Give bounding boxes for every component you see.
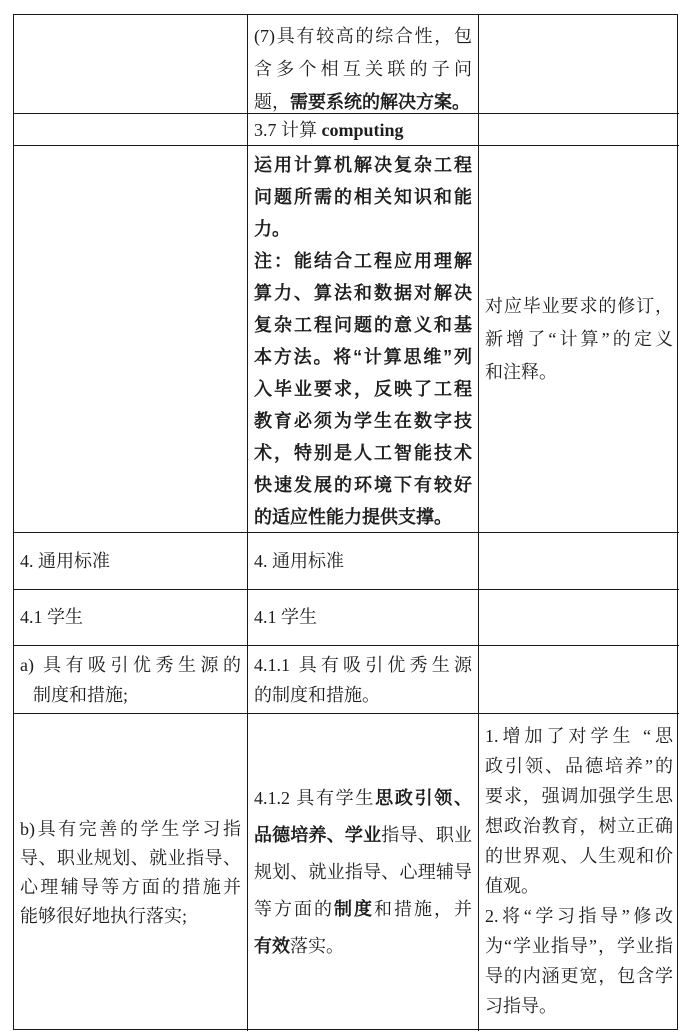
text-line [20, 902, 241, 931]
text-line [254, 405, 472, 437]
table-cell-old [14, 714, 248, 1031]
table-cell-old [14, 533, 248, 590]
text-line [20, 545, 241, 578]
text-run: 能够很好地执行落实; [20, 905, 188, 926]
text-line [254, 891, 472, 928]
table-cell-note [479, 646, 679, 714]
text-run: 入毕业要求，反映了工程 [254, 379, 472, 399]
text-run: b)具有完善的学生学习指 [20, 818, 241, 839]
text-line [20, 873, 241, 902]
text-line [254, 817, 472, 854]
text-run: 制度和措施; [33, 684, 129, 705]
text-run: 注：能结合工程应用理解 [254, 251, 472, 271]
table-cell-note [479, 114, 679, 146]
text-run: a) 具有吸引优秀生源的 [20, 654, 241, 675]
text-line [254, 437, 472, 469]
text-line [254, 469, 472, 501]
table-cell-old [14, 590, 248, 646]
text-line [485, 721, 673, 751]
table-cell-new [248, 646, 479, 714]
text-line [254, 545, 472, 578]
text-run: 和注释。 [485, 361, 557, 382]
text-line [254, 680, 472, 710]
text-run: 导的内涵更宽，包含学 [485, 966, 673, 986]
table-cell-new [248, 533, 479, 590]
text-line [20, 815, 241, 844]
text-line [485, 751, 673, 781]
text-run: 问题所需的相关知识和能 [254, 187, 472, 207]
text-line [254, 86, 472, 114]
text-run: 题， [254, 92, 290, 112]
text-run: 2.将“学习指导”修改 [485, 906, 673, 926]
text-run: 想政治教育，树立正确 [485, 816, 673, 836]
text-run: 教育必须为学生在数字技 [254, 411, 472, 431]
table-cell-note [479, 533, 679, 590]
text-line [20, 844, 241, 873]
text-run: 习指导。 [485, 996, 557, 1016]
text-line [20, 680, 241, 710]
text-run: 需要系统的解决方案。 [290, 92, 470, 112]
table-cell-old [14, 646, 248, 714]
text-run: 4.1 学生 [254, 607, 317, 627]
text-line [254, 650, 472, 680]
text-run: 4.1 学生 [20, 607, 83, 627]
table-cell-note [479, 590, 679, 646]
text-run: 导、职业规划、就业指导、 [20, 847, 241, 868]
text-line [485, 841, 673, 871]
text-line [254, 501, 472, 533]
text-run: computing [321, 120, 404, 140]
table-cell-new [248, 146, 479, 533]
text-run: 制度 [334, 899, 374, 919]
text-line [254, 245, 472, 277]
text-run: 的制度和措施。 [254, 684, 380, 705]
text-line [254, 277, 472, 309]
table-cell-new [248, 15, 479, 114]
text-line [254, 780, 472, 817]
text-line [485, 781, 673, 811]
text-line [254, 213, 472, 245]
text-line [254, 928, 472, 965]
text-line [485, 931, 673, 961]
text-run: 的世界观、人生观和价 [485, 846, 673, 866]
text-run: 快速发展的环境下有较好 [254, 475, 472, 495]
comparison-table [13, 14, 678, 1030]
text-line [485, 356, 673, 389]
text-run: 算力、算法和数据对解决 [254, 283, 472, 303]
text-run: 值观。 [485, 876, 539, 896]
table-cell-note [479, 146, 679, 533]
text-line [485, 991, 673, 1021]
text-run: 和措施，并 [374, 899, 472, 919]
text-run: (7)具有较高的综合性，包 [254, 26, 472, 46]
text-run: 术，特别是人工智能技术 [254, 443, 472, 463]
text-run: 规划、就业指导、心理辅导 [254, 862, 472, 882]
text-run: 本方法。将“计算思维”列 [254, 347, 472, 367]
text-run: 含多个相互关联的子问 [254, 59, 472, 79]
text-line [485, 290, 673, 323]
text-run: 指导、职业 [381, 825, 472, 845]
text-run: 的适应性能力提供支撑。 [254, 507, 452, 527]
text-line [485, 961, 673, 991]
text-line [254, 149, 472, 181]
text-run: 落实。 [290, 936, 344, 956]
text-line [485, 811, 673, 841]
text-line [254, 601, 472, 634]
text-line [254, 20, 472, 53]
text-line [254, 53, 472, 86]
table-cell-new [248, 114, 479, 146]
text-run: 4.1.1 具有吸引优秀生源 [254, 654, 472, 675]
table-cell-new [248, 714, 479, 1031]
text-run: 3.7 计算 [254, 120, 322, 140]
text-run: 对应毕业要求的修订， [485, 295, 673, 316]
table-cell-old [14, 15, 248, 114]
text-line [254, 309, 472, 341]
text-run: 要求，强调加强学生思 [485, 786, 673, 806]
text-line [485, 323, 673, 356]
text-run: 1.增加了对学生 “思 [485, 726, 673, 746]
text-line [20, 650, 241, 680]
text-run: 有效 [254, 936, 290, 956]
text-line [485, 871, 673, 901]
text-run: 复杂工程问题的意义和基 [254, 315, 472, 335]
text-line [254, 373, 472, 405]
text-run: 政引领、品德培养”的 [485, 756, 673, 776]
text-run: 新增了“计算”的定义 [485, 328, 673, 349]
text-run: 心理辅导等方面的措施并 [20, 876, 241, 897]
text-run: 等方面的 [254, 899, 334, 919]
text-run: 运用计算机解决复杂工程 [254, 155, 472, 175]
text-run: 4. 通用标准 [254, 550, 344, 571]
table-cell-note [479, 15, 679, 114]
text-line [485, 901, 673, 931]
text-run: 4.1.2 具有学生 [254, 788, 376, 808]
table-cell-old [14, 146, 248, 533]
text-line [20, 601, 241, 634]
text-run: 思政引领、 [375, 788, 472, 808]
table-cell-old [14, 114, 248, 146]
table-cell-new [248, 590, 479, 646]
text-line [254, 181, 472, 213]
text-line [254, 854, 472, 891]
text-run: 品德培养、学业 [254, 825, 382, 845]
table-cell-note [479, 714, 679, 1031]
text-line [254, 341, 472, 373]
text-line [254, 114, 472, 145]
text-run: 为“学业指导”，学业指 [485, 936, 673, 956]
text-run: 力。 [254, 219, 290, 239]
text-run: 4. 通用标准 [20, 550, 110, 571]
